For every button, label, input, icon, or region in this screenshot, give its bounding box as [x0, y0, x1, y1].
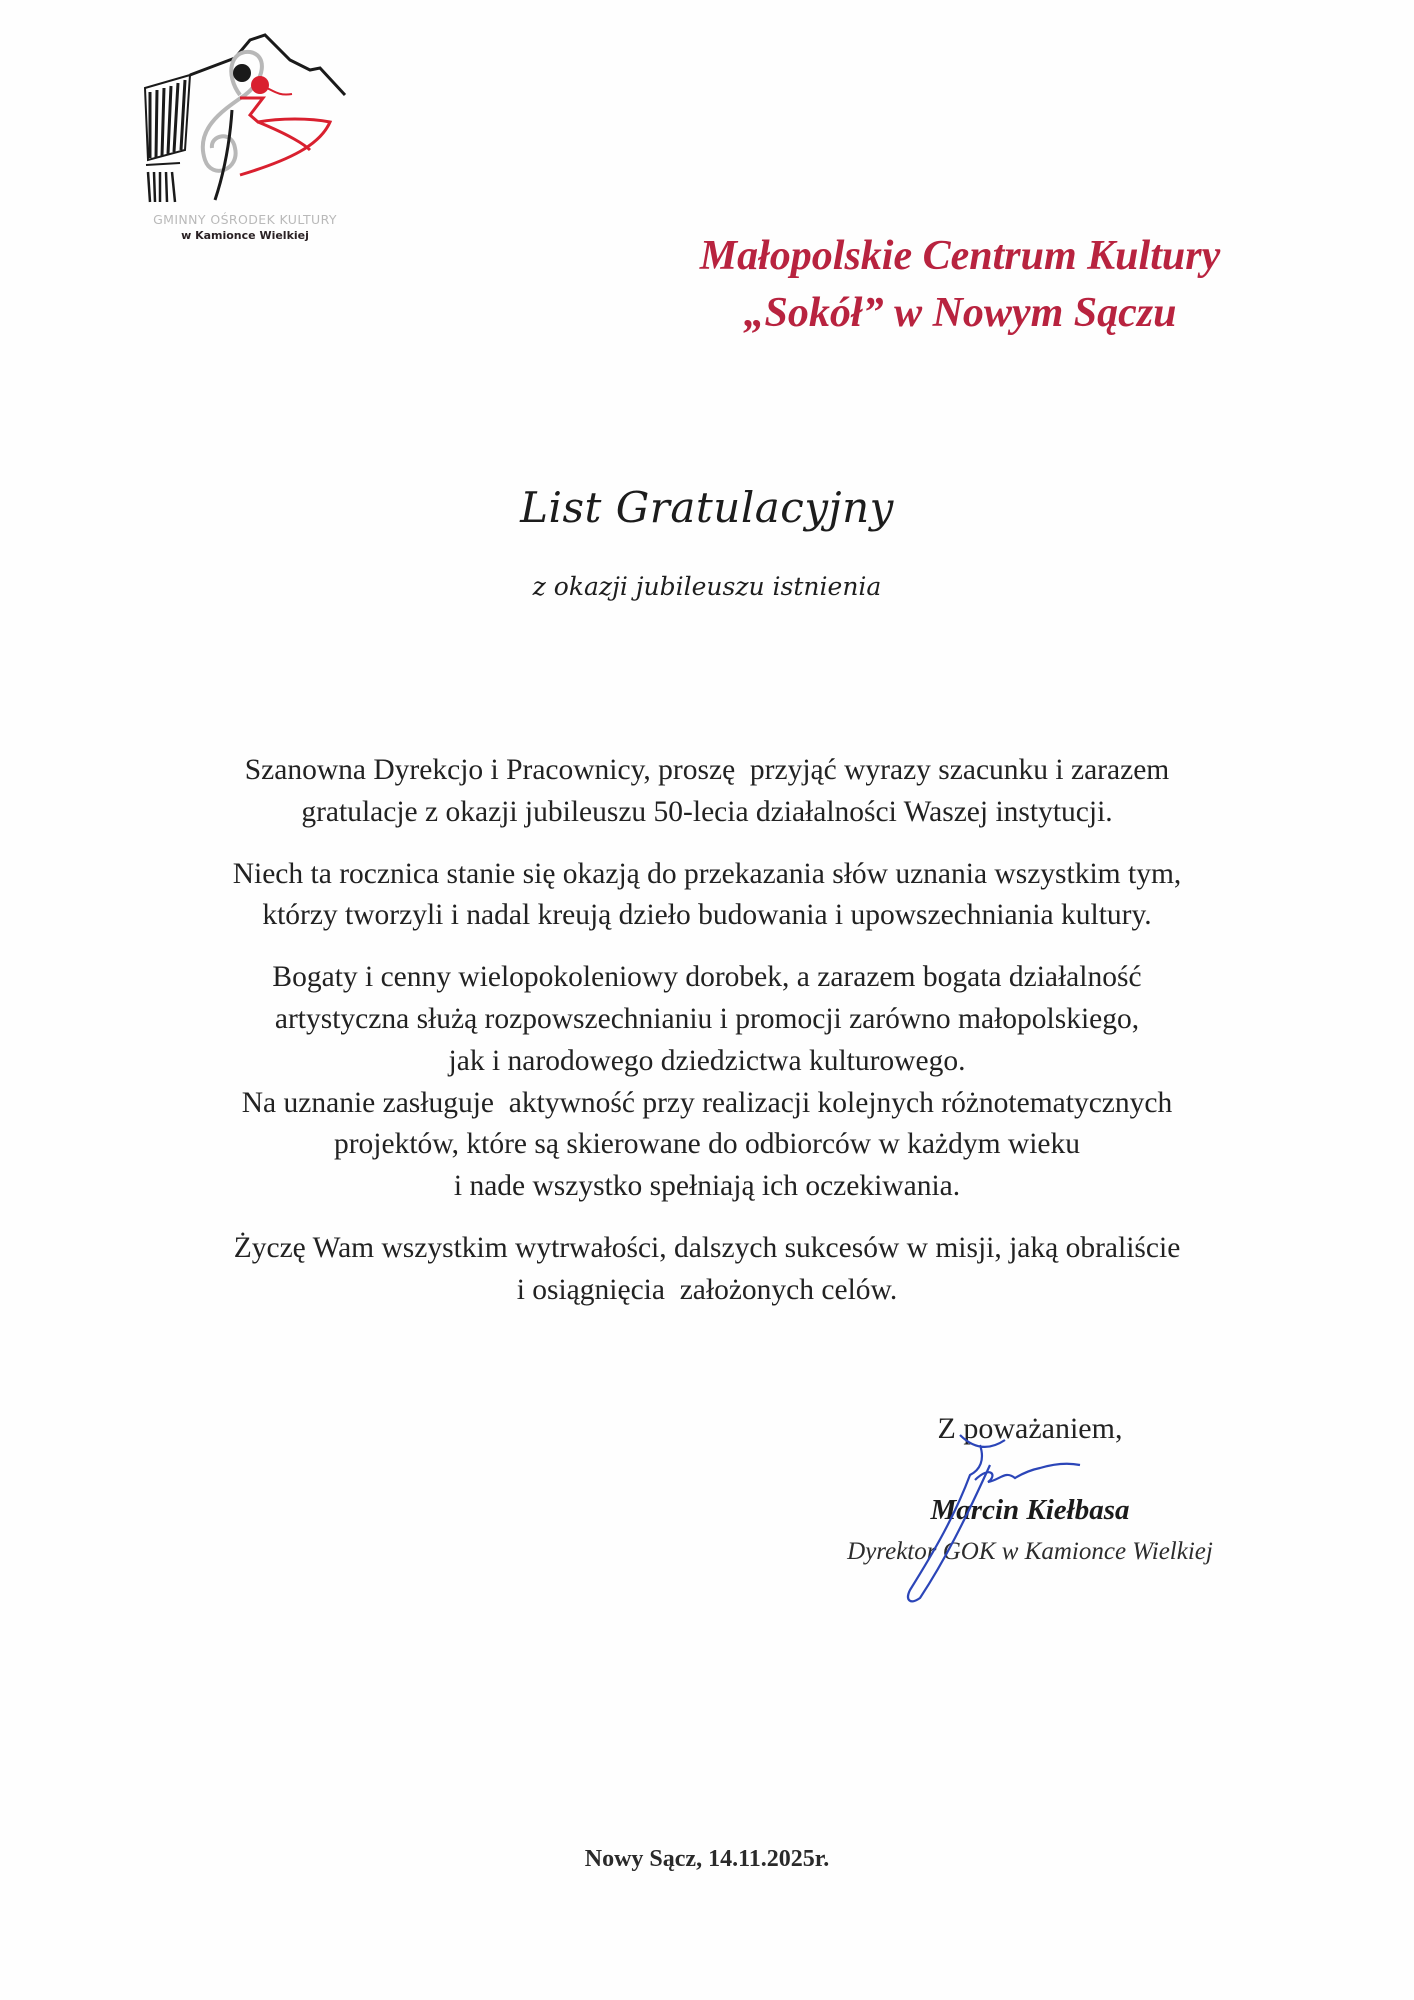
body-line: Bogaty i cenny wielopokoleniowy dorobek, a zarazem bogata działalność: [272, 961, 1142, 994]
letter-date: Nowy Sącz, 14.11.2025r.: [584, 1846, 830, 1872]
body-line: Szanowna Dyrekcjo i Pracownicy, proszę przyjąć wyrazy szacunku i zarazem: [244, 754, 1170, 786]
signer-title: Dyrektor GOK w Kamionce Wielkiej: [847, 1538, 1213, 1565]
header-line-1: Małopolskie Centrum Kultury: [699, 233, 1221, 279]
paragraph: [150, 750, 1264, 834]
body-line: i osiągnięcia założonych celów.: [516, 1273, 898, 1306]
logo-title: GMINNY OŚRODEK KULTURY: [153, 212, 337, 227]
body-line: projektów, które są skierowane do odbiorców w każdym wieku: [333, 1128, 1081, 1161]
letter-title: List Gratulacyjny: [520, 483, 894, 532]
header-line-2: „Sokół” w Nowym Sączu: [743, 290, 1177, 336]
paragraph: [150, 854, 1264, 938]
signer-name: Marcin Kiełbasa: [930, 1494, 1130, 1526]
body-line: gratulacje z okazji jubileuszu 50-lecia działalności Waszej instytucji.: [301, 795, 1113, 828]
letter-body: [150, 750, 1264, 1312]
body-line: jak i narodowego dziedzictwa kulturowego.: [448, 1044, 966, 1077]
body-line: Niech ta rocznica stanie się okazją do przekazania słów uznania wszystkim tym,: [232, 857, 1182, 890]
body-line: Na uznanie zasługuje aktywność przy realizacji kolejnych różnotematycznych: [241, 1086, 1173, 1119]
body-line: i nade wszystko spełniają ich oczekiwania.: [453, 1170, 961, 1203]
body-line: Życzę Wam wszystkim wytrwałości, dalszych sukcesów w misji, jaką obraliście: [233, 1231, 1181, 1264]
closing-salutation: Z poważaniem,: [937, 1412, 1123, 1445]
paragraph: [150, 1228, 1264, 1312]
gok-logo-icon: [140, 30, 360, 210]
letter-subtitle: z okazji jubileuszu istnienia: [532, 572, 882, 601]
logo-subtitle: w Kamionce Wielkiej: [181, 229, 309, 242]
body-line: artystyczna służą rozpowszechnianiu i promocji zarówno małopolskiego,: [274, 1002, 1140, 1035]
institution-header: [640, 228, 1280, 342]
body-line: którzy tworzyli i nadal kreują dzieło budowania i upowszechniania kultury.: [262, 899, 1152, 932]
paragraph: [150, 957, 1264, 1208]
